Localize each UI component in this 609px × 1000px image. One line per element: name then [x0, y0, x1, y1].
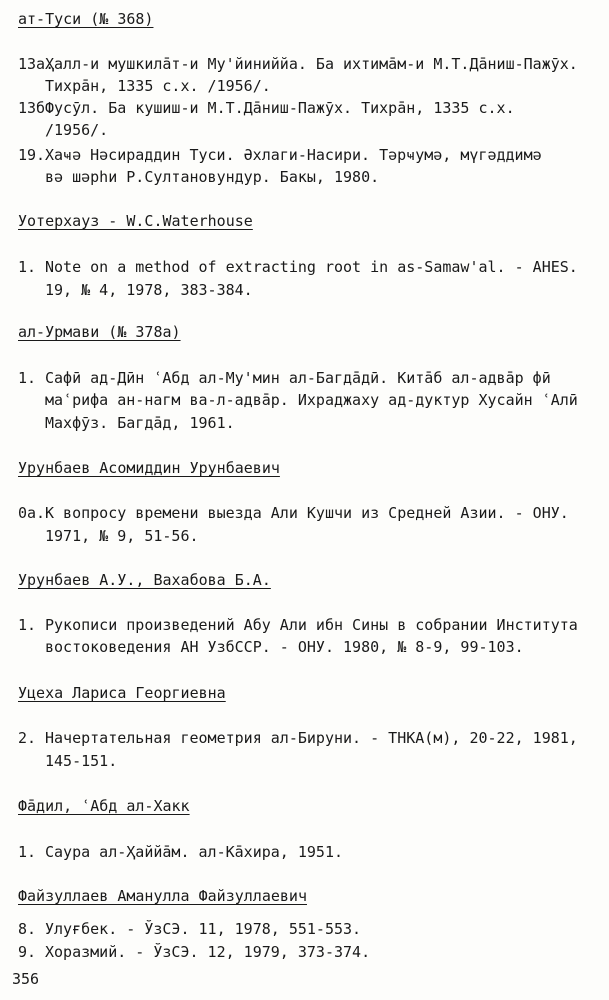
entry-2	[18, 729, 578, 747]
page-number: 356	[12, 970, 40, 988]
entry-number: 1.	[18, 616, 37, 634]
entry-line: Начертательная геометрия ал-Бируни. - ТНКА(м), 20-22, 1981,	[45, 729, 578, 747]
entry-number: 2.	[18, 729, 37, 747]
section-heading-urunbaev-vakhabova: Урунбаев А.У., Вахабова Б.А.	[18, 571, 271, 589]
entry-line: /1956/.	[45, 121, 109, 139]
entry-number: 9.	[18, 943, 37, 961]
entry-number: 1.	[18, 369, 37, 387]
section-heading-urunbaev: Урунбаев Асомиддин Урунбаевич	[18, 459, 280, 477]
entry-line: Хаҹə Нәсираддин Туси. Әхлаги-Насири. Тәрҹумә, мүгәддимә	[45, 146, 542, 164]
entry-number: 13б.	[18, 99, 55, 117]
entry-1	[18, 258, 578, 276]
section-heading-waterhouse: Уотерхауз - W.C.Waterhouse	[18, 212, 253, 230]
entry-8	[18, 920, 361, 938]
section-heading-at-tusi: ат-Туси (№ 368)	[18, 10, 154, 28]
entry-9	[18, 943, 370, 961]
entry-line: Тихрāн, 1335 с.х. /1956/.	[45, 77, 271, 95]
entry-line: Note on a method of extracting root in as-Samaw'al. - AHES.	[45, 258, 578, 276]
entry-line: К вопросу времени выезда Али Кушчи из Средней Азии. - ОНУ.	[45, 504, 569, 522]
entry-number: 1.	[18, 843, 37, 861]
entry-line: Фусӯл. Ба кушиш-и М.Т.Дāниш-Пажӯх. Тихрāн, 1335 с.х.	[45, 99, 515, 117]
entry-number: 13а.	[18, 55, 55, 73]
entry-number: 1.	[18, 258, 37, 276]
entry-number: 8.	[18, 920, 37, 938]
entry-line: Саура ал-Ҳаййāм. ал-Кāхира, 1951.	[45, 843, 344, 861]
entry-13a	[18, 55, 578, 73]
entry-line: востоковедения АН УзбССР. - ОНУ. 1980, № 8-9, 99-103.	[45, 638, 524, 656]
entry-line: Ҳалл-и мушкилāт-и Му'йиниййа. Ба ихтимāм-и М.Т.Дāниш-Пажӯх.	[45, 55, 578, 73]
entry-19	[18, 146, 542, 165]
entry-line: Рукописи произведений Абу Али ибн Сины в собрании Института	[45, 616, 578, 634]
entry-number: 0а.	[18, 504, 46, 522]
entry-line: 1971, № 9, 51-56.	[45, 527, 199, 545]
entry-line: Улуғбек. - ЎзСЭ. 11, 1978, 551-553.	[45, 920, 362, 938]
section-heading-fayzullaev: Файзуллаев Аманулла Файзуллаевич	[18, 887, 307, 905]
entry-13b	[18, 99, 515, 117]
entry-1	[18, 616, 578, 634]
entry-line: 19, № 4, 1978, 383-384.	[45, 281, 253, 299]
section-heading-utsekha: Уцеха Лариса Георгиевна	[18, 684, 226, 702]
entry-0a	[18, 504, 569, 522]
entry-line: маʿрифа ан-нагм ва-л-адвāр. Ихраджаху ад-дуктур Хусайн ʿАлӣ	[45, 391, 578, 409]
entry-line: 145-151.	[45, 752, 118, 770]
entry-number: 19.	[18, 146, 46, 164]
entry-1	[18, 843, 343, 861]
entry-line: Махфӯз. Багдāд, 1961.	[45, 414, 235, 432]
section-heading-al-urmavi: ал-Урмави (№ 378а)	[18, 323, 181, 341]
entry-line: Сафӣ ад-Дӣн ʿАбд ал-Му'мин ал-Багдāдӣ. Китāб ал-адвāр фӣ	[45, 369, 551, 387]
section-heading-fadil: Фāдил, ʿАбд ал-Хакк	[18, 797, 190, 815]
entry-1	[18, 369, 551, 387]
entry-line: Хоразмий. - ЎзСЭ. 12, 1979, 373-374.	[45, 943, 371, 961]
entry-line: вә шәрһи Р.Султановундур. Бакы, 1980.	[45, 168, 380, 186]
